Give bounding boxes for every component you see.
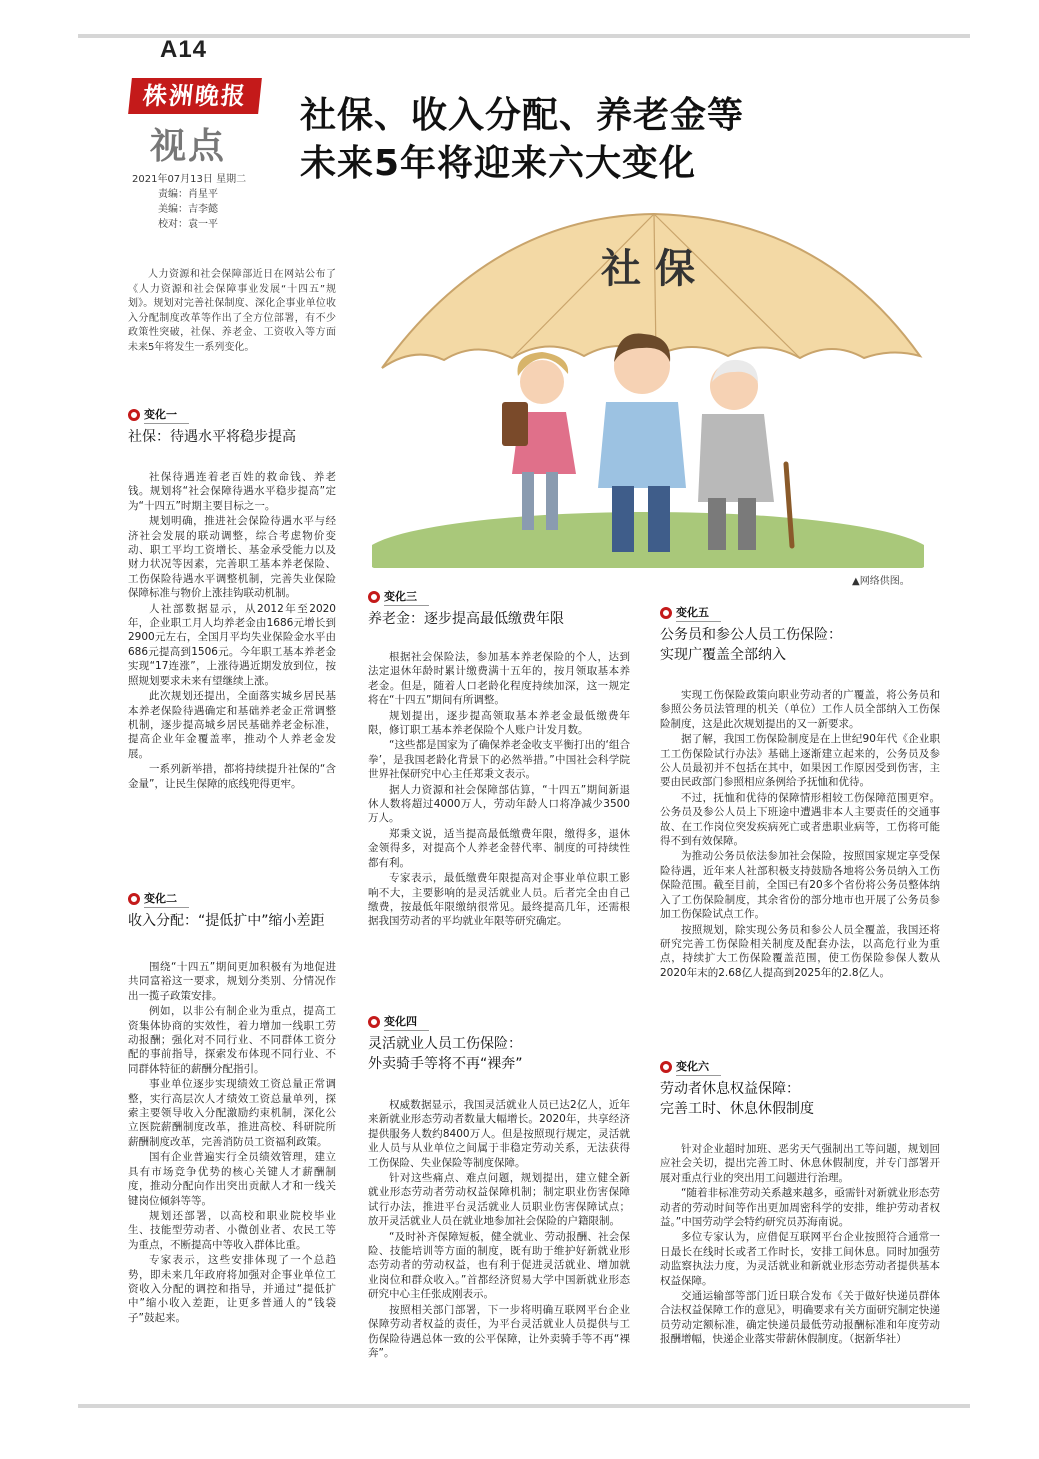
paragraph: 多位专家认为，应借促互联网平台企业按照符合通常一日最长在线时长或者工作时长，安排工间休息。同时加强劳动监察执法力度，为灵活就业和新就业形态劳动者提供基本权益保障。: [660, 1231, 940, 1287]
section-subtitle: 社保：待遇水平将稳步提高: [128, 429, 296, 445]
paragraph: “这些都是国家为了确保养老金收支平衡打出的‘组合拳’，是我国老龄化背景下的必然举措。”中国社会科学院世界社保研究中心主任郑秉文表示。: [368, 739, 630, 781]
paragraph: 规划提出，逐步提高领取基本养老金最低缴费年限，修订职工基本养老保险个人账户计发月数。: [368, 709, 630, 737]
bottom-rule: [78, 1404, 970, 1408]
paragraph: 规划明确，推进社会保险待遇水平与经济社会发展的联动调整，综合考虑物价变动、职工平均工资增长、基金承受能力以及财力状况等因素，完善职工基本养老保险、工伤保险待遇水平调整机制，完善失业保险保障标准与物价上涨挂钩联动机制。: [128, 515, 336, 600]
proofreader-credit: 校对：袁一平: [158, 219, 218, 230]
paragraph: 例如，以非公有制企业为重点，提高工资集体协商的实效性，着力增加一线职工劳动报酬；强化对不同行业、不同群体工资分配的事前指导，探索发布体现不同行业、不同群体特征的薪酬分配指引。: [128, 1005, 336, 1075]
section-5-body: [660, 688, 940, 981]
paragraph: 针对企业超时加班、恶劣天气强制出工等问题，规划回应社会关切，提出完善工时、休息休假制度，并专门部署开展对重点行业的突出用工问题进行治理。: [660, 1143, 940, 1184]
paragraph: 按照相关部门部署，下一步将明确互联网平台企业保障劳动者权益的责任，为平台灵活就业人员提供与工伤保险待遇总体一致的公平保障，让外卖骑手等不再“裸奔”。: [368, 1303, 630, 1359]
section-subtitle-2: 实现广覆盖全部纳入: [660, 647, 786, 663]
paragraph: 社保待遇连着老百姓的救命钱、养老钱。规划将“社会保障待遇水平稳步提高”定为“十四五”时期主要目标之一。: [128, 471, 336, 512]
section-1-body: [128, 470, 336, 792]
designer-credit: 美编：吉李懿: [158, 204, 218, 215]
red-circle-icon: [368, 1016, 380, 1028]
paragraph: 为推动公务员依法参加社会保险，按照国家规定享受保险待遇，近年来人社部积极支持鼓励各地将公务员纳入工伤保险范围。截至目前，全国已有20多个省份将公务员整体纳入了工伤保险制度，其余省份的部分地市也开展了公务员参加工伤保险试点工作。: [660, 850, 940, 921]
section-3-body: [368, 650, 630, 930]
paragraph: 规划还部署，以高校和职业院校毕业生、技能型劳动者、小微创业者、农民工等为重点，不断提高中等收入群体比重。: [128, 1209, 336, 1251]
section-6-header: [660, 1058, 814, 1119]
issue-date: 2021年07月13日 星期二: [132, 174, 247, 185]
headline-line-2: 未来5年将迎来六大变化: [300, 143, 697, 184]
red-circle-icon: [368, 591, 380, 603]
intro-text: 人力资源和社会保障部近日在网站公布了《人力资源和社会保障事业发展“十四五”规划》。规划对完善社保制度、深化企事业单位收入分配制度改革等作出了全方位部署，有不少政策性突破，社保、养老金、工资收入等方面未来5年将发生一系列变化。: [128, 269, 336, 353]
section-4-header: [368, 1013, 523, 1074]
paragraph: 据了解，我国工伤保险制度是在上世纪90年代《企业职工工伤保险试行办法》基础上逐渐建立起来的，公务员及参公人员最初并不包括在其中，如果因工作原因受到伤害，主要由民政部门参照相应条例给予抚恤和优待。: [660, 733, 940, 789]
paragraph: 实现工伤保险政策向职业劳动者的广覆盖，将公务员和参照公务员法管理的机关（单位）工作人员全部纳入工伤保险制度，这是此次规划提出的又一新要求。: [660, 689, 940, 730]
section-tag: 变化四: [384, 1014, 429, 1031]
paragraph: “及时补齐保障短板，健全就业、劳动报酬、社会保险、技能培训等方面的制度，既有助于维护好新就业形态劳动者的劳动权益，也有利于促进灵活就业、增加就业岗位和群众收入。”首都经济贸易大学中国新就业形态研究中心主任张成刚表示。: [368, 1230, 630, 1301]
section-subtitle: 养老金：逐步提高最低缴费年限: [368, 611, 564, 627]
section-subtitle: 灵活就业人员工伤保险：: [368, 1036, 522, 1052]
paragraph: 国有企业普遍实行全员绩效管理，建立具有市场竞争优势的核心关键人才薪酬制度，推动分配向作出突出贡献人才和一线关键岗位倾斜等等。: [128, 1151, 336, 1207]
paragraph: 据人力资源和社会保障部估算，“十四五”期间新退休人数将超过4000万人，劳动年龄人口将净减少3500万人。: [368, 783, 630, 825]
paragraph: 按照规划，除实现公务员和参公人员全覆盖，我国还将研究完善工伤保险相关制度及配套办法，以高危行业为重点，持续扩大工伤保险覆盖范围，使工伤保险参保人数从2020年末的2.68亿人提高到2025年的2.8亿人。: [660, 923, 940, 979]
paragraph: 一系列新举措，都将持续提升社保的“含金量”，让民生保障的底线兜得更牢。: [128, 763, 336, 790]
section-tag: 变化一: [144, 407, 189, 424]
section-subtitle: 收入分配：“提低扩中”缩小差距: [128, 913, 325, 929]
paragraph: 人社部数据显示，从2012年至2020年，企业职工月人均养老金由1686元增长到2900元左右，全国月平均失业保险金水平由686元提高到1506元。今年职工基本养老金实现“17连涨”，上涨待遇近期发放到位，按照规划要求未来有望继续上涨。: [128, 602, 336, 687]
section-subtitle-2: 完善工时、休息休假制度: [660, 1101, 814, 1117]
intro-paragraph: [128, 268, 336, 357]
page-number: A14: [160, 36, 208, 63]
newspaper-logo: 株洲晚报: [128, 78, 262, 114]
paragraph: 事业单位逐步实现绩效工资总量正常调整，实行高层次人才绩效工资总量单列，探索主要领导收入分配激励约束机制，深化公立医院薪酬制度改革，推进高校、科研院所薪酬制度改革，完善消防员工资福利政策。: [128, 1078, 336, 1148]
section-tag: 变化三: [384, 589, 429, 606]
paragraph: 交通运输部等部门近日联合发布《关于做好快递员群体合法权益保障工作的意见》，明确要求有关方面研究制定快递员劳动定额标准，确定快递员最低劳动报酬标准和年度劳动报酬增幅，快递企业落实带薪休假制度。（据新华社）: [660, 1290, 940, 1346]
headline-line-1: 社保、收入分配、养老金等: [300, 95, 745, 136]
paragraph: 根据社会保险法，参加基本养老保险的个人，达到法定退休年龄时累计缴费满十五年的，按月领取基本养老金。但是，随着人口老龄化程度持续加深，这一规定将在“十四五”期间有所调整。: [368, 651, 630, 707]
section-subtitle: 劳动者休息权益保障：: [660, 1081, 800, 1097]
section-3-header: [368, 588, 564, 629]
paragraph: 专家表示，最低缴费年限提高对企事业单位职工影响不大，主要影响的是灵活就业人员。后者完全由自己缴费，按最低年限缴纳很常见。最终提高几年，还需根据我国劳动者的平均就业年限等研究确定。: [368, 872, 630, 928]
section-tag: 变化六: [676, 1059, 721, 1076]
image-caption: ▲网络供图。: [852, 576, 910, 587]
woman-figure: [502, 352, 576, 530]
paragraph: 权威数据显示，我国灵活就业人员已达2亿人，近年来新就业形态劳动者数量大幅增长。2020年，共享经济提供服务人数约8400万人。但是按照现行规定，灵活就业人员与从业单位之间属于非稳定劳动关系，无法获得工伤保险、失业保险等制度保障。: [368, 1099, 630, 1169]
paragraph: 不过，抚恤和优待的保障情形相较工伤保障范围更窄。公务员及参公人员上下班途中遭遇非本人主要责任的交通事故、在工作岗位突发疾病死亡或者患职业病等，工伤将可能得不到有效保障。: [660, 791, 940, 848]
section-2-body: [128, 960, 336, 1326]
section-tag: 变化二: [144, 891, 189, 908]
section-subtitle: 公务员和参公人员工伤保险：: [660, 627, 842, 643]
paragraph: 围绕“十四五”期间更加积极有为地促进共同富裕这一要求，规划分类别、分情况作出一揽子政策安排。: [128, 961, 336, 1002]
page-meta: [132, 172, 246, 232]
paragraph: “随着非标准劳动关系越来越多，亟需针对新就业形态劳动者的劳动时间等作出更加周密科学的安排，维护劳动者权益。”中国劳动学会特约研究员苏海南说。: [660, 1187, 940, 1229]
section-6-body: [660, 1142, 940, 1348]
paragraph: 专家表示，这些安排体现了一个总趋势，即未来几年政府将加强对企事业单位工资收入分配的调控和指导，并通过“提低扩中”缩小收入差距，让更多普通人的“钱袋子”鼓起来。: [128, 1254, 336, 1324]
umbrella-illustration: [372, 206, 924, 568]
red-circle-icon: [128, 409, 140, 421]
section-2-header: [128, 890, 325, 931]
section-1-header: [128, 406, 296, 447]
paragraph: 郑秉文说，适当提高最低缴费年限，缴得多，退休金领得多，对提高个人养老金替代率、制度的可持续性都有利。: [368, 827, 630, 869]
red-circle-icon: [660, 607, 672, 619]
top-rule: [78, 34, 970, 38]
red-circle-icon: [128, 893, 140, 905]
paragraph: 此次规划还提出，全面落实城乡居民基本养老保险待遇确定和基础养老金正常调整机制，逐步提高城乡居民基础养老金标准，提高企业年金覆盖率，推动个人养老金发展。: [128, 690, 336, 760]
red-circle-icon: [660, 1061, 672, 1073]
section-subtitle-2: 外卖骑手等将不再“裸奔”: [368, 1056, 523, 1072]
editor-credit: 责编：肖星平: [158, 189, 218, 200]
section-name: 视点: [150, 125, 227, 167]
section-tag: 变化五: [676, 605, 721, 622]
section-5-header: [660, 604, 842, 665]
umbrella-text: 社 保: [601, 245, 695, 292]
paragraph: 针对这些痛点、难点问题，规划提出，建立健全新就业形态劳动者劳动权益保障机制；制定职业伤害保障试行办法，推进平台灵活就业人员职业伤害保障试点；放开灵活就业人员在就业地参加社会保险的户籍限制。: [368, 1172, 630, 1228]
headline: [300, 92, 744, 188]
section-4-body: [368, 1098, 630, 1361]
